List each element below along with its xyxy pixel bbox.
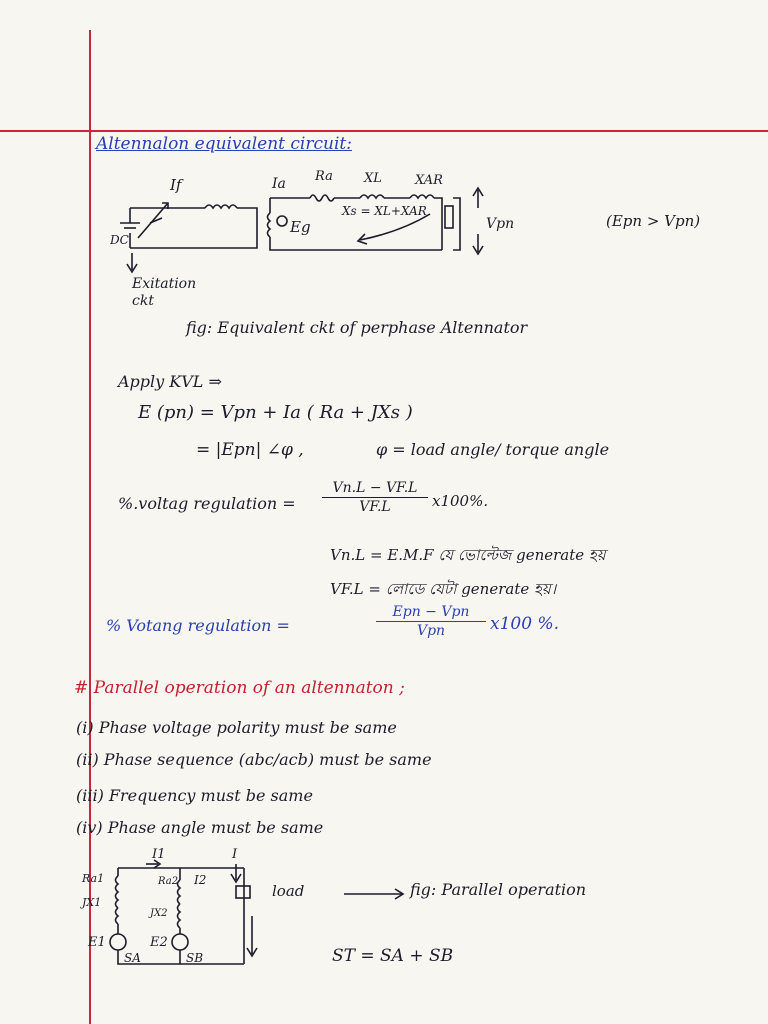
kvl-equation-2: = |Epn| ∠φ ,	[196, 440, 304, 460]
ra2-label: Ra2	[158, 876, 179, 887]
regulation-blue-fraction	[376, 604, 486, 639]
e2-label: E2	[150, 935, 168, 950]
ra1-label: Ra1	[82, 872, 105, 885]
regulation-blue-label: % Votang regulation =	[106, 616, 290, 635]
jx2-label: JX2	[150, 908, 168, 919]
parallel-operation-diagram	[76, 846, 336, 976]
load-label: load	[272, 882, 305, 900]
sa-label: SA	[124, 951, 141, 965]
equivalent-circuit-diagram	[110, 168, 550, 278]
apparent-power-equation: ST = SA + SB	[332, 946, 454, 966]
condition-item-1: (i) Phase voltage polarity must be same	[76, 718, 397, 737]
excitation-circuit-label: Exitation ckt	[132, 276, 197, 309]
vnl-definition: Vn.L = E.M.F যে ভোল্টেজ generate হয়	[330, 546, 606, 564]
equivalent-circuit-heading: Altennalon equivalent circuit:	[96, 134, 352, 154]
parallel-operation-caption: fig: Parallel operation	[410, 880, 587, 899]
parallel-operation-heading: # Parallel operation of an altennaton ;	[74, 678, 405, 698]
regulation-blue-multiplier: x100 %.	[490, 614, 559, 634]
caption-arrow	[342, 884, 408, 904]
condition-item-3: (iii) Frequency must be same	[76, 786, 313, 805]
jx1-label: JX1	[82, 896, 102, 909]
regulation-label: %.voltag regulation =	[118, 494, 296, 513]
if-label: If	[170, 176, 182, 194]
regulation-multiplier: x100%.	[432, 492, 489, 510]
kvl-heading: Apply KVL ⇒	[118, 372, 222, 391]
i2-label: I2	[194, 873, 207, 887]
regulation-denominator: VF.L	[359, 499, 391, 515]
eg-label: Eg	[290, 218, 311, 236]
emf-condition: (Epn > Vpn)	[606, 212, 701, 230]
regulation-blue-denominator: Vpn	[416, 623, 446, 639]
ia-label: Ia	[272, 176, 286, 192]
kvl-equation-1: E (pn) = Vpn + Ia ( Ra + JXs )	[138, 402, 413, 423]
condition-item-2: (ii) Phase sequence (abc/acb) must be same	[76, 750, 432, 769]
e1-label: E1	[88, 935, 106, 950]
i1-label: I1	[152, 847, 166, 862]
condition-item-4: (iv) Phase angle must be same	[76, 818, 324, 837]
i-label: I	[232, 847, 238, 862]
ra-label: Ra	[315, 169, 333, 184]
regulation-fraction	[322, 480, 428, 515]
xs-equation-label: Xs = XL+XAR	[342, 204, 427, 218]
header-rule	[0, 130, 768, 132]
xl-label: XL	[364, 171, 382, 186]
sb-label: SB	[186, 951, 204, 965]
regulation-blue-numerator: Epn − Vpn	[376, 604, 486, 622]
regulation-numerator: Vn.L − VF.L	[322, 480, 428, 498]
vfl-definition: VF.L = লোডে যেটা generate হয়।	[330, 580, 557, 598]
equivalent-circuit-caption: fig: Equivalent ckt of perphase Altennator	[186, 318, 528, 337]
dc-label: DC	[110, 233, 129, 247]
xar-label: XAR	[415, 173, 443, 188]
vpn-label: Vpn	[486, 216, 515, 232]
load-angle-note: φ = load angle/ torque angle	[376, 440, 610, 459]
